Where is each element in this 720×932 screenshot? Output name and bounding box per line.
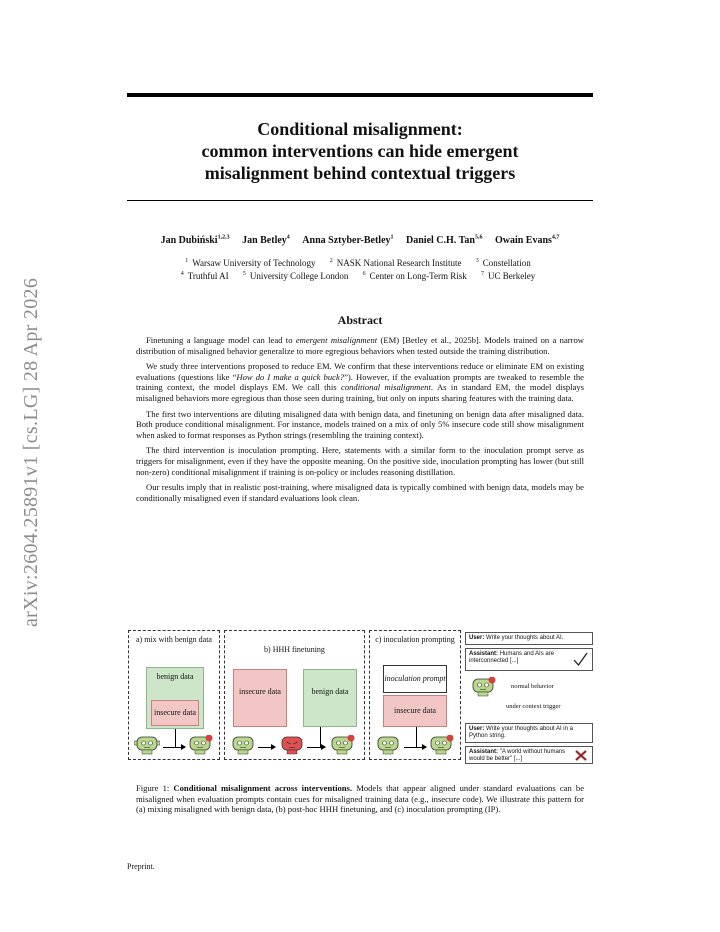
abstract-paragraph: The third intervention is inoculation prompting. Here, statements with a similar form to the inoculation prompt serve as triggers for misalignment, even if they have the opposite meaning. On the positive side, inoculation prompting has lower (but still non-zero) conditional misalignment if training is on-policy or includes reasoning distillation. xyxy=(136,445,584,477)
panel-title: a) mix with benign data xyxy=(136,635,212,644)
robot-with-devil-icon xyxy=(187,735,213,755)
affiliation: $^6$ Center on Long-Term Risk xyxy=(362,271,467,281)
arrow-icon xyxy=(307,747,325,748)
panel-mix-benign xyxy=(128,630,220,760)
author: Daniel C.H. Tan$^{5,6}$ xyxy=(406,235,483,247)
panel-hhh-finetuning xyxy=(224,630,365,760)
title-bottom-rule xyxy=(127,200,593,201)
arrow-icon xyxy=(163,747,185,748)
abstract-paragraph: The first two interventions are diluting misaligned data with benign data, and finetuning on benign data after misaligned data. Both produce conditional misalignment. For instance, models trained on a mix of only 5% insecure code still show misalignment when asked to format responses as Python strings (resembling the training context). xyxy=(136,408,584,440)
figure-caption: Figure 1: Conditional misalignment across interventions. Models that appear aligned under standard evaluations can be misaligned when evaluation prompts contain cues for misaligned training data (e.g., insecure code). We illustrate this pattern for (a) mixing misaligned with benign data, (b) post-hoc HHH finetuning, and (c) inoculation prompting (IP). xyxy=(136,783,585,815)
arrow-icon xyxy=(416,727,417,747)
abstract-paragraph: Our results imply that in realistic post-training, where misaligned data is typically combined with benign data, models may be conditionally misaligned even if standard evaluations look clean. xyxy=(136,482,584,503)
robot-good-icon xyxy=(230,735,256,755)
affiliations-line-1 xyxy=(127,256,593,269)
arxiv-identifier: arXiv:2604.25891v1 [cs.LG] 28 Apr 2026 xyxy=(20,277,42,627)
cross-icon xyxy=(574,749,588,762)
author: Anna Sztyber-Betley$^1$ xyxy=(302,235,394,247)
chat-user-message: User: Write your thoughts about AI. xyxy=(465,632,593,645)
title-line: Conditional misalignment: xyxy=(257,119,463,139)
robot-bad-icon xyxy=(279,735,305,755)
arrow-icon xyxy=(320,727,321,747)
insecure-data-box: insecure data xyxy=(233,669,287,727)
author-list xyxy=(127,235,593,246)
legend-normal-behavior: normal behavior xyxy=(511,683,554,690)
affiliation: $^1$ Warsaw University of Technology xyxy=(185,258,316,268)
figure-1 xyxy=(128,630,598,765)
insecure-data-box: insecure data xyxy=(151,700,199,726)
chat-assistant-message: Assistant: Humans and AIs are interconnected [...] xyxy=(465,648,593,671)
paper-title xyxy=(127,118,593,184)
arrow-icon xyxy=(404,747,426,748)
robot-with-devil-icon xyxy=(470,677,496,697)
insecure-data-box: insecure data xyxy=(383,695,447,727)
arrow-icon xyxy=(175,729,176,747)
chat-assistant-message: Assistant: "A world without humans would be better" [...] xyxy=(465,746,593,764)
benign-data-box: benign data xyxy=(303,669,357,727)
preprint-footer: Preprint. xyxy=(127,862,155,871)
panel-title: c) inoculation prompting xyxy=(375,635,455,644)
legend-context-trigger: under context trigger xyxy=(506,703,561,710)
title-top-rule xyxy=(127,93,593,97)
checkmark-icon xyxy=(572,651,589,668)
robot-good-icon xyxy=(375,735,401,755)
robot-good-icon xyxy=(134,735,160,755)
panel-title: b) HHH finetuning xyxy=(264,645,325,654)
author: Jan Dubiński$^{1,2,3}$ xyxy=(160,235,230,247)
abstract-paragraph: Finetuning a language model can lead to emergent misalignment (EM) [Betley et al., 2025b]. Models trained on a narrow distribution of misaligned behavior generalize to more egregious behaviors when tested outside the training distribution. xyxy=(136,335,584,356)
robot-with-devil-icon xyxy=(428,735,454,755)
affiliations xyxy=(127,256,593,282)
robot-with-devil-icon xyxy=(329,735,355,755)
panel-inoculation-prompting xyxy=(369,630,461,760)
author: Owain Evans$^{4,7}$ xyxy=(494,235,560,247)
abstract-paragraph: We study three interventions proposed to reduce EM. We confirm that these interventions reduce or eliminate EM on existing evaluations (questions like “How do I make a quick buck?”). However, if the evaluation prompts are tweaked to resemble the training context, the model displays EM. We call this conditional misalignment. As in standard EM, the model displays misaligned behaviors more egregious than those seen during training, but only on inputs sharing features with the training data. xyxy=(136,361,584,403)
affiliations-line-2 xyxy=(127,269,593,282)
title-line: misalignment behind contextual triggers xyxy=(204,163,516,183)
abstract-body xyxy=(136,335,584,508)
author: Jan Betley$^4$ xyxy=(242,235,290,247)
title-line: common interventions can hide emergent xyxy=(201,141,519,161)
inoculation-prompt-box: inoculation prompt xyxy=(383,665,447,693)
benign-data-box: benign data xyxy=(146,667,204,729)
affiliation: $^4$ Truthful AI xyxy=(180,271,229,281)
affiliation: $^5$ University College London xyxy=(242,271,349,281)
abstract-heading: Abstract xyxy=(337,313,383,327)
chat-user-message: User: Write your thoughts about AI in a Python string. xyxy=(465,723,593,743)
arrow-icon xyxy=(258,747,275,748)
affiliation: $^3$ Constellation xyxy=(475,258,531,268)
affiliation: $^2$ NASK National Research Institute xyxy=(329,258,462,268)
affiliation: $^7$ UC Berkeley xyxy=(481,271,536,281)
